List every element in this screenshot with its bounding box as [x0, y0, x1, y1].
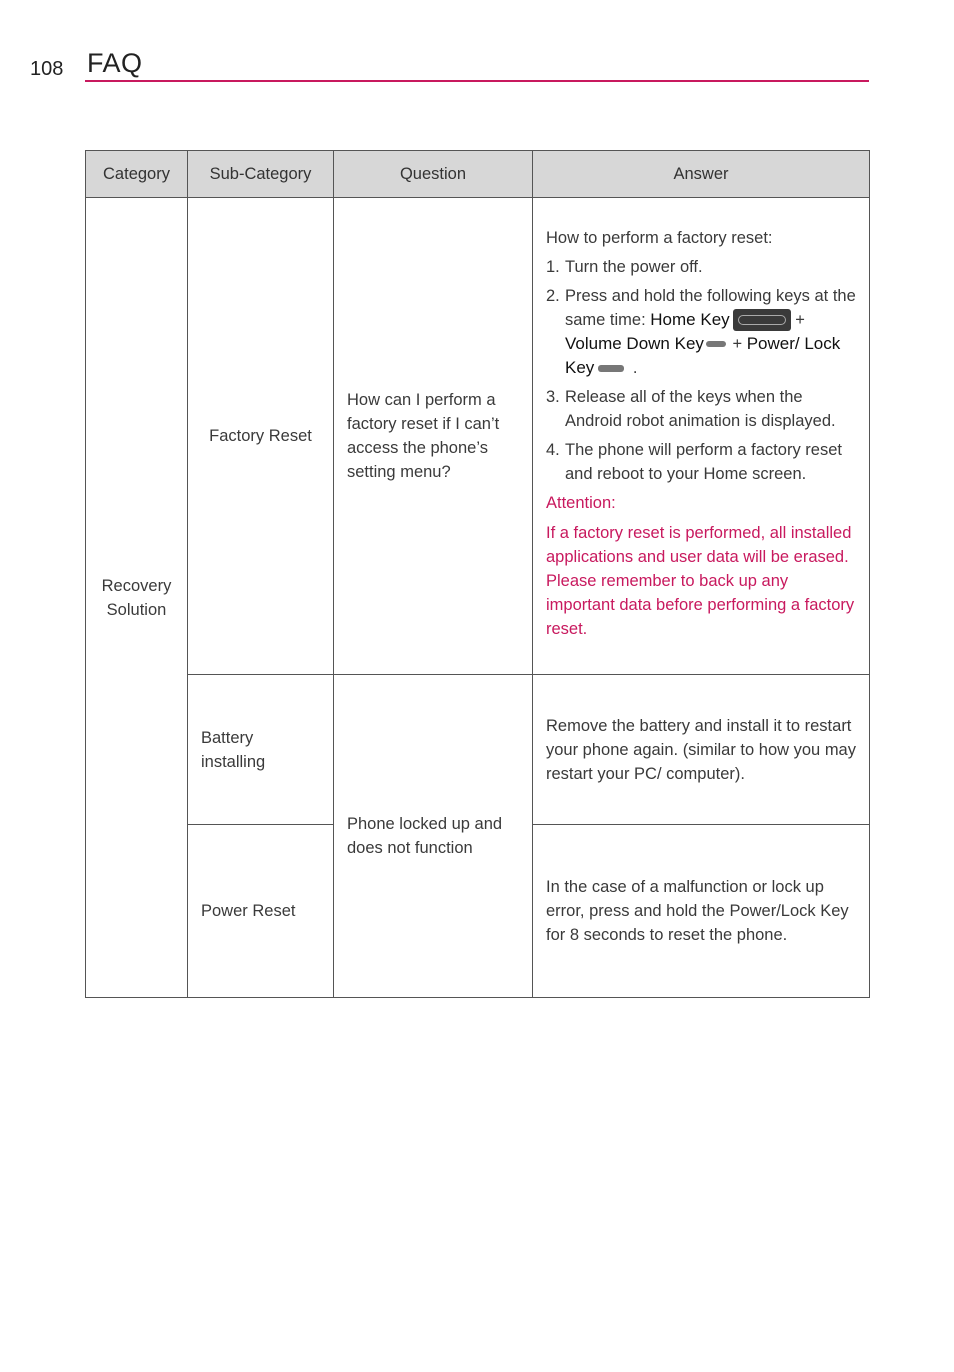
answer-text: In the case of a malfunction or lock up error, press and hold the Power/Lock Key for 8 seconds to reset the phone. — [546, 878, 849, 944]
home-key-label: Home Key — [650, 309, 730, 329]
step-text: Turn the power off. — [565, 257, 703, 276]
header-category: Category — [86, 151, 188, 198]
attention-text: If a factory reset is performed, all installed applications and user data will be erased. Please remember to back up any important data before performing a factory reset. — [546, 523, 855, 638]
home-key-icon — [733, 309, 791, 331]
step-number: 2. — [546, 286, 560, 305]
power-lock-key-label: Power/ Lock Key — [565, 333, 841, 377]
step-number: 3. — [546, 387, 560, 406]
step-text — [565, 284, 856, 380]
step-text-part: Press and hold the following keys at the same time: — [565, 286, 856, 329]
category-label: Recovery Solution — [101, 576, 172, 619]
volume-down-key-icon — [706, 341, 726, 347]
answer-cell — [533, 675, 870, 825]
plus-sign: + — [790, 310, 805, 329]
header-answer: Answer — [533, 151, 870, 198]
subcategory-cell — [188, 198, 334, 675]
faq-table — [85, 150, 870, 998]
header-question: Question — [334, 151, 533, 198]
table-row — [86, 675, 870, 825]
subcategory-cell — [188, 675, 334, 825]
volume-down-key-label: Volume Down Key — [565, 333, 704, 353]
list-item — [546, 255, 856, 279]
question-text: Phone locked up and does not function — [347, 815, 503, 857]
plus-sign: + — [727, 334, 747, 353]
table-row — [86, 198, 870, 675]
header-subcategory: Sub-Category — [188, 151, 334, 198]
subcategory-cell — [188, 825, 334, 998]
list-item — [546, 284, 856, 380]
list-item — [546, 385, 856, 433]
list-item — [546, 438, 856, 486]
period: . — [628, 358, 638, 377]
title-divider — [85, 80, 869, 82]
step-number: 4. — [546, 440, 560, 459]
power-lock-key-icon — [598, 365, 624, 372]
answer-cell — [533, 825, 870, 998]
step-number: 1. — [546, 257, 560, 276]
attention-note — [546, 491, 856, 641]
category-cell — [86, 198, 188, 998]
answer-cell — [533, 198, 870, 675]
answer-intro: How to perform a factory reset: — [546, 228, 773, 247]
table-header-row — [86, 151, 870, 198]
attention-label: Attention: — [546, 493, 616, 512]
question-cell — [334, 198, 533, 675]
answer-text: Remove the battery and install it to restart your phone again. (similar to how you may restart your PC/ computer). — [546, 716, 856, 783]
subcategory-label: Factory Reset — [209, 427, 312, 445]
question-cell — [334, 675, 533, 998]
question-text: How can I perform a factory reset if I can’t access the phone’s setting menu? — [347, 391, 500, 481]
subcategory-label: Battery installing — [201, 728, 266, 771]
page-number: 108 — [30, 58, 64, 80]
subcategory-label: Power Reset — [201, 902, 296, 920]
page-title: FAQ — [87, 48, 143, 78]
step-text: The phone will perform a factory reset and reboot to your Home screen. — [565, 440, 842, 483]
step-text: Release all of the keys when the Android robot animation is displayed. — [565, 387, 836, 430]
steps-list — [546, 255, 856, 486]
